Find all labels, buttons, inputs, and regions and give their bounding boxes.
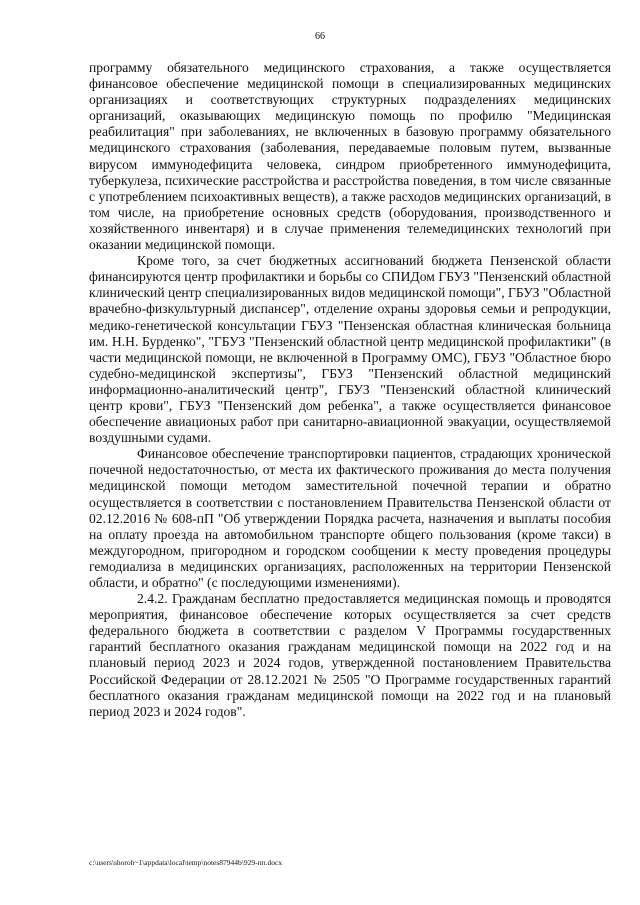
paragraph-2: Кроме того, за счет бюджетных ассигнований бюджета Пензенской области финансируются центр профилактики и борьбы со СПИДом ГБУЗ "Пензенский областной клинический центр специализированных видов медицинской помощи", ГБУЗ "Областной врачебно-физкультурный диспансер", отделение охраны здоровья семьи и репродукции, медико-генетической консультации ГБУЗ "Пензенская областная клиническая больница им. Н.Н. Бурденко", "ГБУЗ "Пензенский областной центр медицинской профилактики" (в части медицинской помощи, не включенной в Программу ОМС), ГБУЗ "Областное бюро судебно-медицинской экспертизы", ГБУЗ "Пензенский областной медицинский информационно-аналитический центр", ГБУЗ "Пензенский областной клинический центр крови", ГБУЗ "Пензенский дом ребенка", а также осуществляется финансовое обеспечение авиационых работ при санитарно-авиационной эвакуации, осуществляемой воздушными судами.	[89, 253, 611, 446]
paragraph-1: программу обязательного медицинского страхования, а также осуществляется финансовое обеспечение медицинской помощи в специализированных медицинских организациях и соответствующих структурных подразделениях медицинских организаций, оказывающих медицинскую помощь по профилю "Медицинская реабилитация" при заболеваниях, не включенных в базовую программу обязательного медицинского страхования (заболевания, передаваемые половым путем, вызванные вирусом иммунодефицита человека, синдром приобретенного иммунодефицита, туберкулеза, психические расстройства и расстройства поведения, в том числе связанные с употреблением психоактивных веществ), а также расходов медицинских организаций, в том числе, на приобретение основных средств (оборудования, производственного и хозяйственного инвентаря) и в случае применения телемедицинских технологий при оказании медицинской помощи.	[89, 60, 611, 253]
footer-file-path: c:\users\shoroh~1\appdata\local\temp\notes87944b\929-пп.docx	[89, 858, 283, 867]
document-body	[89, 60, 611, 720]
paragraph-3: Финансовое обеспечение транспортировки пациентов, страдающих хронической почечной недостаточностью, от места их фактического проживания до места получения медицинской помощи методом заместительной почечной терапии и обратно осуществляется в соответствии с постановлением Правительства Пензенской области от 02.12.2016 № 608-пП "Об утверждении Порядка расчета, назначения и выплаты пособия на оплату проезда на автомобильном транспорте общего пользования (кроме такси) в междугородном, пригородном и городском сообщении к месту проведения процедуры гемодиализа в медицинских организациях, расположенных на территории Пензенской области, и обратно" (с последующими изменениями).	[89, 446, 611, 590]
paragraph-4: 2.4.2. Гражданам бесплатно предоставляется медицинская помощь и проводятся мероприятия, финансовое обеспечение которых осуществляется за счет средств федерального бюджета в соответствии с разделом V Программы государственных гарантий бесплатного оказания гражданам медицинской помощи на 2022 год и на плановый период 2023 и 2024 годов, утвержденной постановлением Правительства Российской Федерации от 28.12.2021 № 2505 "О Программе государственных гарантий бесплатного оказания гражданам медицинской помощи на 2022 год и на плановый период 2023 и 2024 годов".	[89, 591, 611, 719]
page-number: 66	[315, 31, 325, 42]
